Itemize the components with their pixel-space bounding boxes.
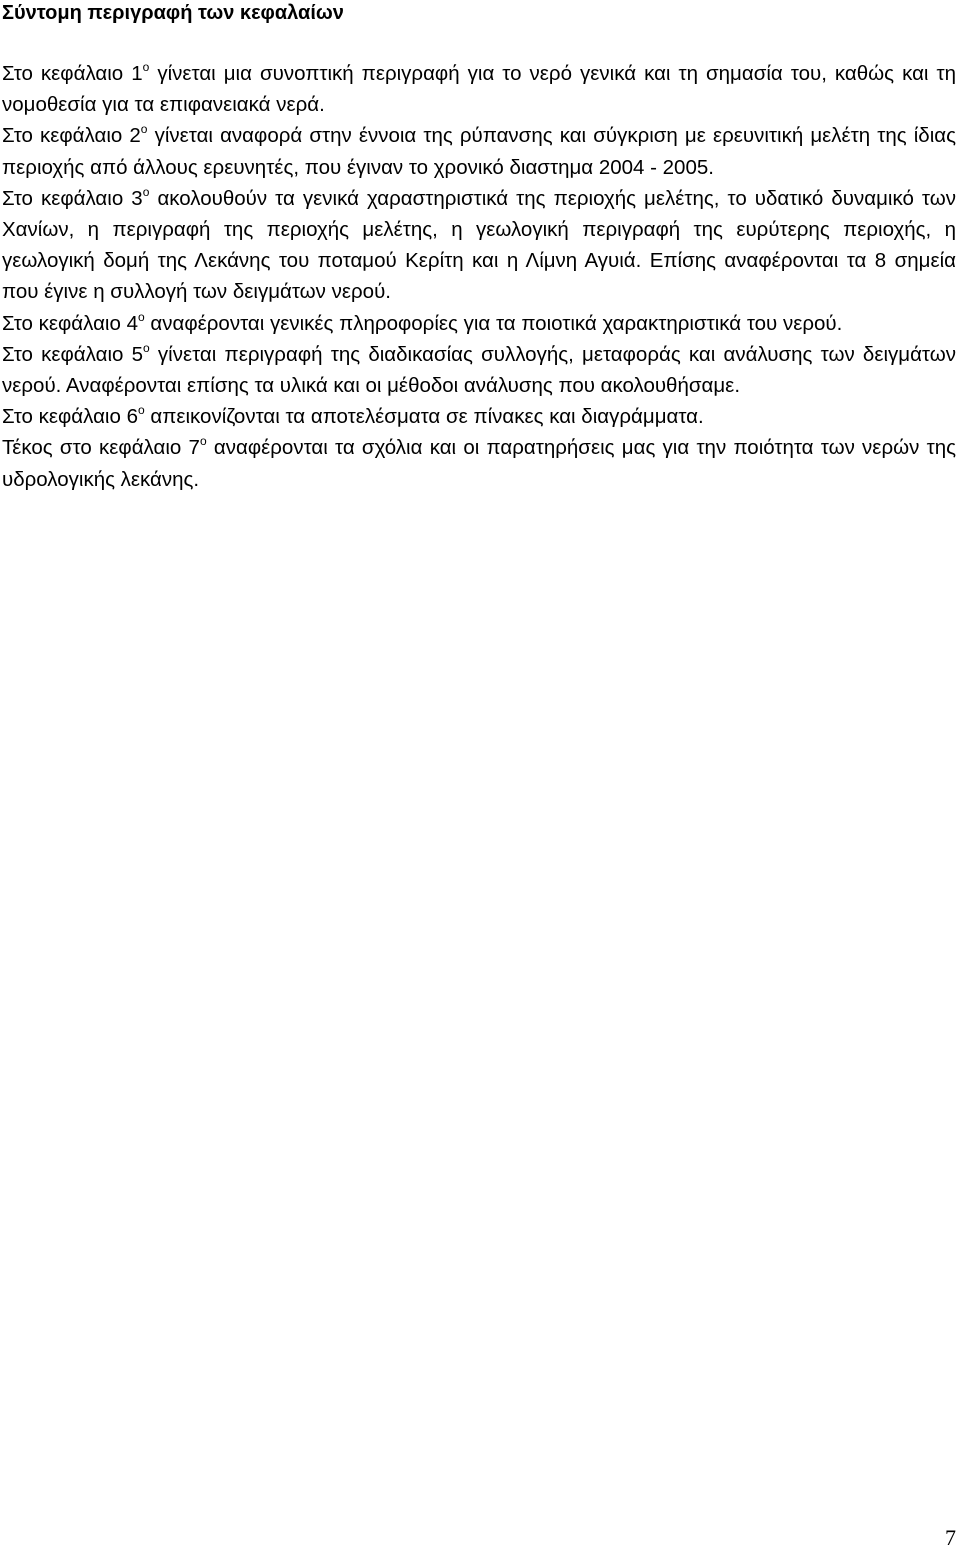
paragraph-text-rest: γίνεται μια συνοπτική περιγραφή για το νερό γενικά και τη σημασία του, καθώς και τη νομοθεσία για τα επιφανειακά νερά.: [2, 62, 956, 117]
page-number: 7: [945, 1525, 956, 1550]
paragraph-text-start: Στο κεφάλαιο 5: [2, 342, 144, 366]
ordinal-superscript: ο: [137, 403, 145, 418]
paragraph-text-rest: αναφέρονται γενικές πληροφορίες για τα ποιοτικά χαρακτηριστικά του νερού.: [144, 311, 843, 335]
paragraph-text-start: Στο κεφάλαιο 4: [2, 311, 138, 335]
chapter-summary-body: [2, 58, 956, 495]
paragraph-text-rest: γίνεται αναφορά στην έννοια της ρύπανσης και σύγκριση με ερευνιτική μελέτη της ίδιας περιοχής από άλλους ερευνητές, που έγιναν το χρονικό διαστημα 2004 - 2005.: [2, 124, 956, 179]
ordinal-superscript: ο: [142, 184, 150, 199]
ordinal-superscript: ο: [140, 122, 148, 137]
paragraph-text-rest: απεικονίζονται τα αποτελέσματα σε πίνακες και διαγράμματα.: [144, 405, 704, 429]
paragraph-chapter-3: [2, 183, 956, 308]
paragraph-chapter-4: [2, 308, 956, 339]
paragraph-text-start: Τέκος στο κεφάλαιο 7: [2, 436, 200, 460]
ordinal-superscript: ο: [143, 340, 150, 355]
paragraph-chapter-2: [2, 120, 956, 182]
ordinal-superscript: ο: [142, 60, 150, 74]
paragraph-chapter-1: [2, 58, 956, 120]
paragraph-text-start: Στο κεφάλαιο 1: [2, 62, 143, 85]
paragraph-chapter-7: [2, 432, 956, 494]
paragraph-text-rest: ακολουθούν τα γενικά χαραστηριστικά της περιοχής μελέτης, το υδατικό δυναμικό των Χανίων, η περιγραφή της περιοχής μελέτης, η γεωλογική περιγραφή της ευρύτερης περιοχής, η γεωλογική δομή της Λεκάνης του ποταμού Κερίτη και η Λίμνη Αγυιά. Επίσης αναφέρονται τα 8 σημεία που έγινε η συλλογή των δειγμάτων νερού.: [2, 186, 956, 304]
paragraph-text-start: Στο κεφάλαιο 2: [2, 124, 141, 148]
ordinal-superscript: ο: [137, 309, 145, 324]
paragraph-text-rest: γίνεται περιγραφή της διαδικασίας συλλογής, μεταφοράς και ανάλυσης των δειγμάτων νερού. Αναφέρονται επίσης τα υλικά και οι μέθοδοι ανάλυσης που ακολουθήσαμε.: [2, 342, 956, 398]
paragraph-text-start: Στο κεφάλαιο 6: [2, 405, 138, 429]
ordinal-superscript: ο: [199, 434, 207, 449]
paragraph-text-start: Στο κεφάλαιο 3: [2, 186, 143, 210]
paragraph-chapter-6: [2, 401, 956, 432]
paragraph-text-rest: αναφέρονται τα σχόλια και οι παρατηρήσεις μας για την ποιότητα των νερών της υδρολογικής λεκάνης.: [2, 436, 956, 491]
section-title: Σύντομη περιγραφή των κεφαλαίων: [2, 2, 344, 24]
paragraph-chapter-5: [2, 339, 956, 401]
